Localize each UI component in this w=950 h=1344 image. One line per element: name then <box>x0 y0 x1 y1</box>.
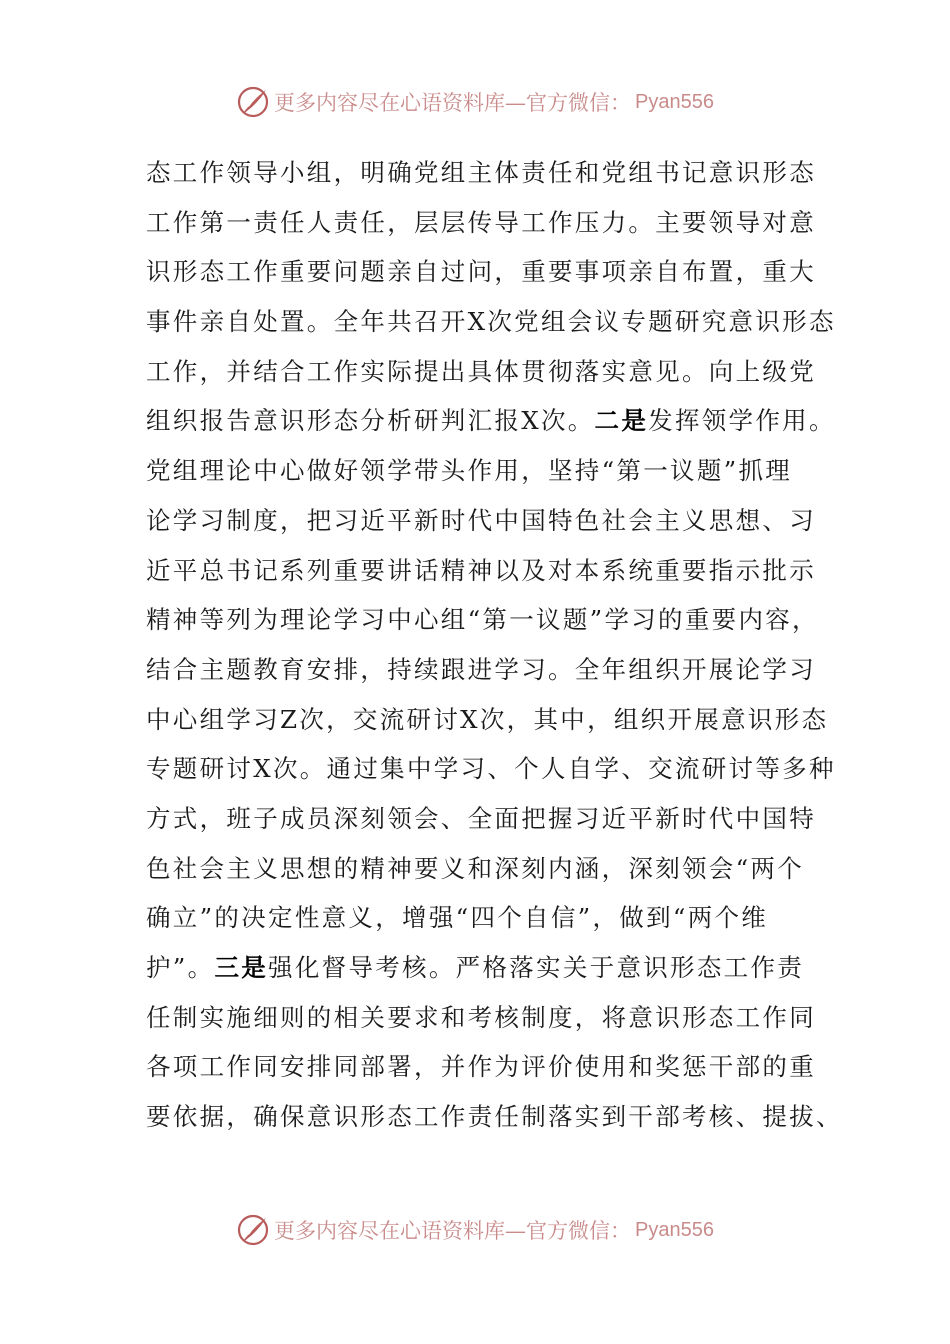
line-text: 任制实施细则的相关要求和考核制度，将意识形态工作同 <box>146 1002 816 1032</box>
feather-pen-logo-icon <box>236 85 270 119</box>
line-text: 工作，并结合工作实际提出具体贯彻落实意见。向上级党 <box>146 356 816 386</box>
body-text-line <box>146 546 818 596</box>
line-text: 中心组学习Z次，交流研讨X次，其中，组织开展意识形态 <box>146 704 829 734</box>
feather-pen-logo-icon <box>236 1213 270 1247</box>
header-banner <box>0 82 950 122</box>
body-text-line <box>146 695 829 745</box>
body-text-line <box>146 993 818 1043</box>
line-text-continued: 发挥领学作用。 <box>648 406 836 436</box>
bold-keyword: 二是 <box>594 406 649 436</box>
body-text-line <box>146 943 818 993</box>
line-text: 识形态工作重要问题亲自过问，重要事项亲自布置，重大 <box>146 257 816 287</box>
line-text: 各项工作同安排同部署，并作为评价使用和奖惩干部的重 <box>146 1052 816 1082</box>
line-text: 态工作领导小组，明确党组主体责任和党组书记意识形态 <box>146 158 816 187</box>
body-text-line <box>146 148 818 198</box>
line-text: 要依据，确保意识形态工作责任制落实到干部考核、提拔、 <box>146 1102 843 1132</box>
body-text-line <box>146 347 818 397</box>
line-text-continued: 强化督导考核。严格落实关于意识形态工作责 <box>268 953 805 982</box>
line-text: 事件亲自处置。全年共召开X次党组会议专题研究意识形态 <box>146 307 836 337</box>
body-text-line <box>146 247 818 297</box>
header-banner-content <box>236 85 714 119</box>
line-text: 工作第一责任人责任，层层传导工作压力。主要领导对意 <box>146 207 816 237</box>
body-text-line <box>146 297 836 347</box>
line-text: 党组理论中心做好领学带头作用，坚持“第一议题”抓理 <box>146 456 793 486</box>
body-text-line <box>146 893 818 943</box>
body-text-line <box>146 744 836 794</box>
bold-keyword: 三是 <box>214 953 269 982</box>
body-text-line <box>146 844 818 894</box>
body-text-line <box>146 496 818 546</box>
line-text: 色社会主义思想的精神要义和深刻内涵，深刻领会“两个 <box>146 853 805 883</box>
line-text: 组织报告意识形态分析研判汇报X次。 <box>146 406 595 436</box>
footer-wechat-id: Pyan556 <box>635 1218 714 1241</box>
line-text: 近平总书记系列重要讲话精神以及对本系统重要指示批示 <box>146 555 816 585</box>
line-text: 专题研讨X次。通过集中学习、个人自学、交流研讨等多种 <box>146 754 836 784</box>
body-text-line <box>146 794 818 844</box>
body-text-line <box>146 645 818 695</box>
body-text-line <box>146 1092 843 1142</box>
line-text: 精神等列为理论学习中心组“第一议题”学习的重要内容， <box>146 605 819 635</box>
document-body <box>146 148 843 1142</box>
line-text: 护”。 <box>146 953 215 982</box>
body-text-line <box>146 1042 818 1092</box>
body-text-line <box>146 595 818 645</box>
body-text-line <box>146 198 818 248</box>
line-text: 论学习制度，把习近平新时代中国特色社会主义思想、习 <box>146 505 816 535</box>
line-text: 确立”的决定性意义，增强“四个自信”，做到“两个维 <box>146 903 769 933</box>
header-banner-text: 更多内容尽在心语资料库—官方微信： <box>274 91 632 115</box>
line-text: 结合主题教育安排，持续跟进学习。全年组织开展论学习 <box>146 654 816 684</box>
body-text-line <box>146 396 836 446</box>
footer-banner-content <box>236 1213 714 1247</box>
body-text-line <box>146 446 818 496</box>
footer-banner <box>0 1210 950 1250</box>
footer-banner-text: 更多内容尽在心语资料库—官方微信： <box>274 1219 632 1243</box>
header-wechat-id: Pyan556 <box>635 90 714 113</box>
line-text: 方式，班子成员深刻领会、全面把握习近平新时代中国特 <box>146 803 816 833</box>
